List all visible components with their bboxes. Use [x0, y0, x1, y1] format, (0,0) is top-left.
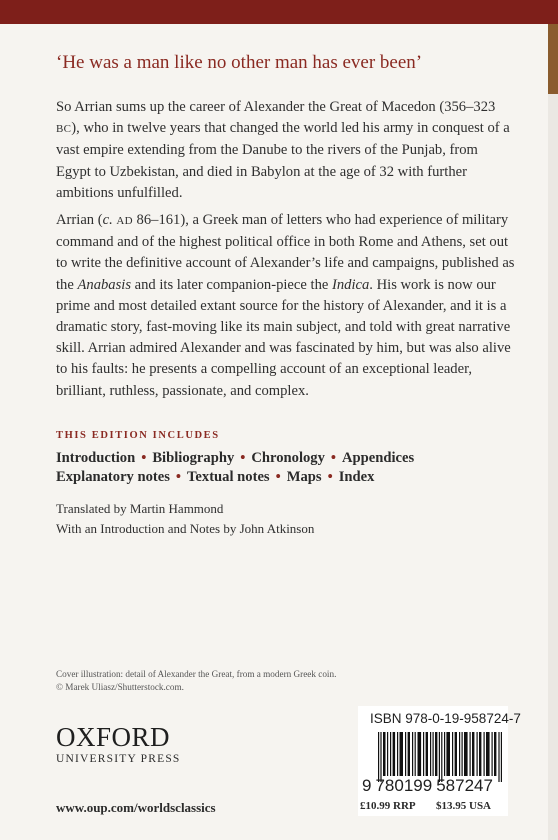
publisher-logo: [56, 724, 181, 765]
includes-line-2: [56, 468, 436, 487]
top-color-band: [0, 0, 558, 24]
blurb-paragraph-1: So Arrian sums up the career of Alexander the Great of Macedon (356–323 BC), who in twelve years that changed the world led his army in conquest of a vast empire extending from the Danube to the rivers of the Punjab, from Egypt to Uzbekistan, and died in Babylon at the age of 32 with further ambitions unfulfilled.: [56, 99, 510, 201]
includes-item: Index: [338, 469, 375, 485]
includes-item: Appendices: [342, 450, 415, 466]
includes-list: [56, 449, 436, 487]
price-uk: £10.99 RRP: [360, 800, 416, 812]
bullet-icon: •: [175, 469, 182, 485]
includes-line-1: [56, 449, 436, 468]
includes-item: Explanatory notes: [56, 469, 170, 485]
includes-item: Textual notes: [187, 469, 270, 485]
bullet-icon: •: [141, 450, 147, 466]
circa-abbrev: c.: [102, 212, 113, 228]
includes-heading: THIS EDITION INCLUDES: [56, 430, 220, 441]
includes-item: Chronology: [251, 450, 325, 466]
credits: [56, 499, 314, 539]
isbn: ISBN 978-0-19-958724-7: [370, 711, 521, 726]
title-indica: Indica: [332, 276, 370, 293]
translator-credit: Translated by Martin Hammond: [56, 501, 224, 516]
ad-abbrev: AD: [116, 215, 133, 227]
includes-item: Maps: [286, 469, 322, 485]
price-us: $13.95 USA: [436, 800, 492, 812]
includes-item: Introduction: [56, 450, 136, 466]
title-anabasis: Anabasis: [77, 276, 131, 293]
bullet-icon: •: [275, 469, 281, 485]
publisher-press: UNIVERSITY PRESS: [56, 753, 181, 765]
barcode-icon: [378, 732, 503, 782]
includes-item: Bibliography: [152, 450, 235, 466]
cover-illustration-credit: Cover illustration: detail of Alexander the Great, from a modern Greek coin. © Marek Uliasz/Shutterstock.com.: [56, 669, 337, 692]
bullet-icon: •: [327, 469, 333, 485]
bc-abbrev: BC: [56, 123, 72, 136]
headline-quote: ‘He was a man like no other man has ever been’: [56, 52, 423, 73]
publisher-name: OXFORD: [56, 722, 171, 752]
barcode-digits: 9 780199 587247: [362, 776, 493, 795]
spine-edge: [548, 24, 558, 94]
blurb-paragraph-2: Arrian (c. AD 86–161), a Greek man of letters who had experience of military command and of the highest political office in both Rome and Athens, set out to write the definitive account of Alexander’s life and campaigns, published as the Anabasis and its later companion-piece the Indica. His work is now our prime and most detailed extant source for the history of Alexander, and it is a dramatic story, fast-moving like its main subject, and told with great narrative skill. Arrian admired Alexander and was fascinated by him, but was also alive to his faults: he presents a compelling account of an exceptional leader, brilliant, ruthless, passionate, and complex.: [56, 212, 515, 399]
bullet-icon: •: [330, 450, 336, 466]
bullet-icon: •: [240, 450, 246, 466]
publisher-url[interactable]: www.oup.com/worldsclassics: [56, 800, 216, 815]
introduction-credit: With an Introduction and Notes by John Atkinson: [56, 521, 315, 536]
